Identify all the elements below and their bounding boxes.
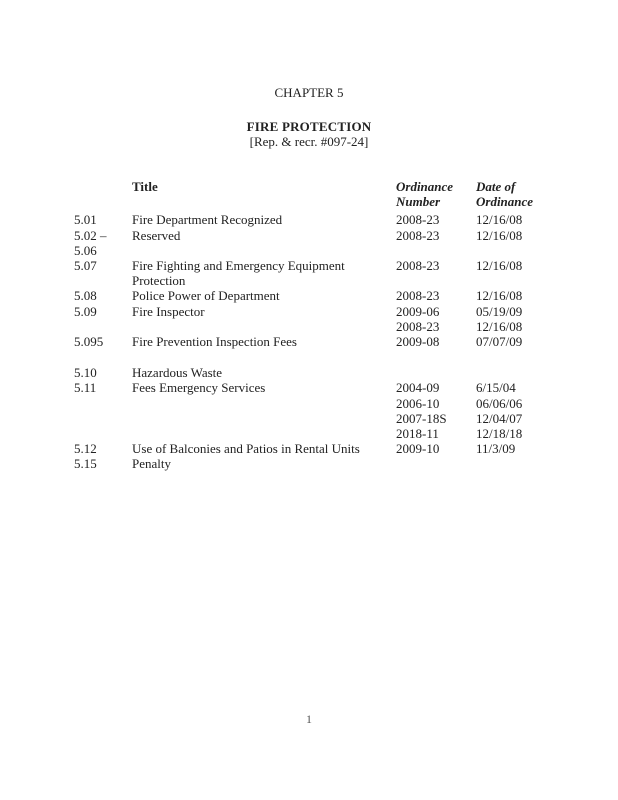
ordinance-date: 12/16/08 — [476, 258, 523, 274]
row-title: Fees Emergency Services — [132, 380, 266, 396]
ordinance-date: 12/04/07 — [476, 410, 523, 426]
ordinance-number: 2008-23 — [396, 318, 440, 334]
table-row — [74, 258, 578, 273]
ordinance-date — [476, 273, 578, 288]
table-row — [74, 396, 578, 411]
row-title — [132, 426, 396, 441]
ordinance-date: 05/19/09 — [476, 303, 523, 319]
section-number — [74, 273, 132, 288]
table-row — [74, 273, 578, 288]
section-number: 5.02 – — [74, 227, 107, 243]
ordinance-number — [396, 456, 476, 471]
row-title: Fire Department Recognized — [132, 212, 283, 228]
row-title — [132, 243, 396, 258]
ordinance-date: 06/06/06 — [476, 395, 523, 411]
ordinance-date: 12/16/08 — [476, 212, 523, 228]
table-row — [74, 228, 578, 243]
ordinance-number — [396, 243, 476, 258]
section-number: 5.12 — [74, 441, 97, 457]
table-row — [74, 456, 578, 471]
ordinance-number — [396, 365, 476, 380]
section-number: 5.11 — [74, 380, 97, 396]
document-title: FIRE PROTECTION — [246, 118, 372, 134]
table-row — [74, 304, 578, 319]
row-title: Fire Fighting and Emergency Equipment — [132, 258, 345, 274]
table-row — [74, 365, 578, 380]
header-title: Title — [132, 178, 158, 194]
ordinance-number: 2006-10 — [396, 395, 440, 411]
ordinance-number: 2009-08 — [396, 334, 440, 350]
title-block — [0, 119, 618, 149]
row-title: Police Power of Department — [132, 288, 280, 304]
ordinance-date — [476, 365, 578, 380]
ordinance-number: 2008-23 — [396, 227, 440, 243]
ordinance-number: 2004-09 — [396, 380, 440, 396]
ordinance-date: 12/16/08 — [476, 288, 523, 304]
section-number: 5.15 — [74, 456, 97, 472]
ordinance-table — [74, 179, 578, 472]
table-row — [74, 334, 578, 349]
section-number: 5.06 — [74, 242, 97, 258]
ordinance-date — [476, 243, 578, 258]
table-header-row — [74, 179, 578, 209]
page-number: 1 — [306, 712, 312, 726]
section-number: 5.10 — [74, 365, 97, 381]
header-ordinance-number: Ordinance Number — [396, 178, 454, 209]
ordinance-number: 2008-23 — [396, 258, 440, 274]
header-section-spacer — [74, 179, 132, 209]
row-title: Fire Prevention Inspection Fees — [132, 334, 297, 350]
ordinance-number: 2009-06 — [396, 303, 440, 319]
section-number: 5.09 — [74, 303, 97, 319]
row-title: Penalty — [132, 456, 171, 472]
section-number: 5.01 — [74, 212, 97, 228]
ordinance-date — [476, 456, 578, 471]
table-row — [74, 319, 578, 334]
ordinance-number: 2008-23 — [396, 288, 440, 304]
ordinance-number: 2009-10 — [396, 441, 440, 457]
row-title: Fire Inspector — [132, 303, 205, 319]
ordinance-date: 11/3/09 — [476, 441, 516, 457]
table-row — [74, 212, 578, 227]
row-title: Hazardous Waste — [132, 365, 223, 381]
section-number: 5.08 — [74, 288, 97, 304]
section-number: 5.07 — [74, 258, 97, 274]
table-row — [74, 411, 578, 426]
table-row — [74, 243, 578, 258]
chapter-heading: CHAPTER 5 — [274, 85, 344, 100]
ordinance-date: 07/07/09 — [476, 334, 523, 350]
ordinance-number: 2007-18S — [396, 410, 447, 426]
ordinance-date: 12/16/08 — [476, 227, 523, 243]
ordinance-date: 12/16/08 — [476, 318, 523, 334]
section-number — [74, 319, 132, 334]
header-date-of-ordinance: Date of Ordinance — [476, 178, 534, 209]
ordinance-number: 2008-23 — [396, 212, 440, 228]
section-number — [74, 426, 132, 441]
ordinance-date: 6/15/04 — [476, 380, 516, 396]
section-number — [74, 396, 132, 411]
row-title: Reserved — [132, 227, 181, 243]
ordinance-number: 2018-11 — [396, 426, 439, 442]
table-row — [74, 426, 578, 441]
row-title: Protection — [132, 273, 186, 289]
section-number — [74, 411, 132, 426]
ordinance-date: 12/18/18 — [476, 426, 523, 442]
table-row — [74, 288, 578, 303]
row-title — [132, 319, 396, 334]
row-title: Use of Balconies and Patios in Rental Units — [132, 441, 360, 457]
row-title — [132, 411, 396, 426]
table-row — [74, 380, 578, 395]
row-title — [132, 396, 396, 411]
table-row — [74, 441, 578, 456]
repeal-note: [Rep. & recr. #097-24] — [249, 133, 369, 149]
section-number: 5.095 — [74, 334, 104, 350]
ordinance-number — [396, 273, 476, 288]
